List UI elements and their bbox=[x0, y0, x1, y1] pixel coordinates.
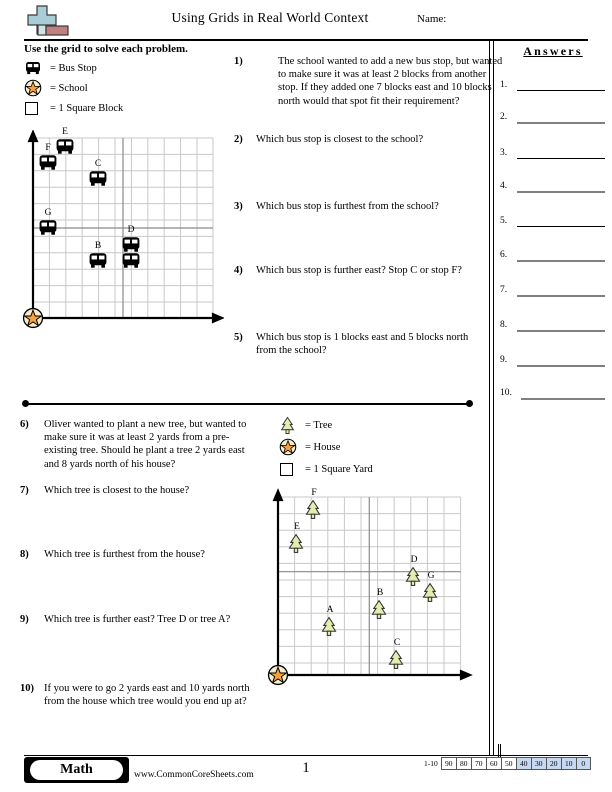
header bbox=[0, 0, 612, 40]
legend-label: = House bbox=[305, 441, 341, 453]
question-number: 7) bbox=[20, 485, 29, 496]
answer-number: 8. bbox=[500, 320, 508, 330]
legend-label: = Bus Stop bbox=[50, 62, 97, 74]
square-icon bbox=[279, 460, 301, 478]
legend-label: = 1 Square Block bbox=[50, 102, 124, 114]
scale-pointer-left bbox=[498, 744, 499, 757]
scale-cell: 10 bbox=[561, 757, 576, 770]
tree-marker-B bbox=[369, 588, 391, 621]
question-text: Which tree is further east? Tree D or tree A? bbox=[44, 614, 231, 625]
legend-item-square-block bbox=[24, 98, 123, 118]
legend-section1 bbox=[24, 58, 123, 118]
scale-cell: 80 bbox=[456, 757, 471, 770]
divider-dot-right bbox=[466, 400, 473, 407]
legend-item-tree bbox=[279, 414, 373, 436]
bus-icon bbox=[24, 59, 46, 77]
scale-cell: 40 bbox=[516, 757, 531, 770]
marker-label: F bbox=[45, 143, 51, 153]
question-number: 1) bbox=[234, 56, 243, 67]
answer-blank-line[interactable] bbox=[517, 158, 605, 159]
question-number: 10) bbox=[20, 683, 34, 694]
star-house-icon bbox=[279, 438, 301, 456]
marker-label: G bbox=[44, 208, 52, 218]
star-house-icon bbox=[24, 79, 46, 97]
marker-label: B bbox=[94, 241, 102, 251]
scale-cell: 70 bbox=[471, 757, 486, 770]
house-origin-marker bbox=[267, 664, 289, 686]
answer-row-7[interactable] bbox=[500, 285, 607, 297]
subject-label: Math bbox=[30, 760, 123, 780]
question-text: Which bus stop is closest to the school? bbox=[256, 134, 424, 145]
question-number: 6) bbox=[20, 419, 29, 430]
answer-number: 10. bbox=[500, 388, 512, 398]
question-text: Which bus stop is furthest from the school? bbox=[256, 201, 439, 212]
school-origin-marker bbox=[22, 307, 44, 329]
answer-blank-line[interactable] bbox=[517, 330, 605, 332]
section-divider bbox=[24, 403, 471, 405]
bus-stop-marker-G bbox=[37, 208, 59, 241]
bus-stop-marker-C bbox=[87, 159, 109, 192]
answer-row-10[interactable] bbox=[500, 388, 607, 400]
bus-stop-marker-D2 bbox=[120, 252, 142, 274]
question-3 bbox=[234, 200, 482, 213]
scale-cell: 0 bbox=[576, 757, 591, 770]
name-label: Name: bbox=[417, 13, 447, 25]
answer-number: 1. bbox=[500, 80, 508, 90]
score-scale bbox=[424, 757, 591, 770]
answer-blank-line[interactable] bbox=[517, 191, 605, 193]
tree-marker-G bbox=[420, 571, 442, 604]
answer-number: 9. bbox=[500, 355, 508, 365]
question-9 bbox=[20, 613, 260, 626]
legend-item-school bbox=[24, 78, 123, 98]
answer-blank-line[interactable] bbox=[517, 260, 605, 262]
legend-item-square-yard bbox=[279, 458, 373, 480]
question-number: 3) bbox=[234, 201, 243, 212]
answer-row-3[interactable] bbox=[500, 148, 607, 160]
legend-item-house bbox=[279, 436, 373, 458]
legend-item-bus-stop bbox=[24, 58, 123, 78]
marker-label: A bbox=[326, 605, 334, 615]
answers-heading: Answers bbox=[523, 44, 583, 58]
plus-eraser-logo-icon bbox=[24, 2, 84, 38]
answer-blank-line[interactable] bbox=[521, 398, 605, 400]
scale-cell: 20 bbox=[546, 757, 561, 770]
question-number: 4) bbox=[234, 265, 243, 276]
answer-row-8[interactable] bbox=[500, 320, 607, 332]
question-number: 9) bbox=[20, 614, 29, 625]
question-text: Which tree is furthest from the house? bbox=[44, 549, 205, 560]
divider-dot-left bbox=[22, 400, 29, 407]
answer-number: 3. bbox=[500, 148, 508, 158]
answer-number: 5. bbox=[500, 216, 508, 226]
answer-number: 2. bbox=[500, 112, 508, 122]
question-text: Oliver wanted to plant a new tree, but wanted to make sure it was at least 2 yards from a pre-existing tree. Should he plant a tree 2 yards east and 8 yards north of his house? bbox=[44, 419, 247, 470]
answers-divider-right bbox=[493, 40, 494, 755]
footer-divider bbox=[24, 755, 588, 756]
bus-stop-grid bbox=[24, 127, 224, 330]
bus-stop-marker-F bbox=[37, 143, 59, 176]
tree-grid bbox=[268, 485, 478, 690]
tree-marker-F bbox=[303, 488, 325, 521]
answer-row-1[interactable] bbox=[500, 80, 607, 92]
legend-section2 bbox=[279, 414, 373, 480]
legend-label: = Tree bbox=[305, 419, 333, 431]
page-title: Using Grids in Real World Context bbox=[171, 10, 369, 25]
question-2 bbox=[234, 133, 482, 146]
answer-blank-line[interactable] bbox=[517, 365, 605, 367]
marker-label: C bbox=[94, 159, 102, 169]
question-number: 5) bbox=[234, 332, 243, 343]
scale-cell: 90 bbox=[441, 757, 456, 770]
marker-label: C bbox=[393, 638, 401, 648]
answer-blank-line[interactable] bbox=[517, 122, 605, 124]
answer-row-4[interactable] bbox=[500, 181, 607, 193]
answer-row-9[interactable] bbox=[500, 355, 607, 367]
bus-stop-marker-B bbox=[87, 241, 109, 274]
marker-label: B bbox=[376, 588, 384, 598]
tree-marker-C bbox=[386, 638, 408, 671]
question-1 bbox=[234, 55, 503, 108]
scale-range-label: 1-10 bbox=[424, 759, 438, 768]
question-text: Which tree is closest to the house? bbox=[44, 485, 190, 496]
question-8 bbox=[20, 548, 260, 561]
legend-label: = School bbox=[50, 82, 88, 94]
scale-cell: 30 bbox=[531, 757, 546, 770]
marker-label: G bbox=[427, 571, 435, 581]
question-6 bbox=[20, 418, 260, 471]
question-4 bbox=[234, 264, 482, 277]
tree-icon bbox=[279, 416, 301, 434]
marker-label: F bbox=[311, 488, 317, 498]
answer-number: 4. bbox=[500, 181, 508, 191]
question-10 bbox=[20, 682, 260, 708]
square-icon bbox=[24, 99, 46, 117]
question-text: If you were to go 2 yards east and 10 yards north from the house which tree would you end up at? bbox=[44, 683, 250, 708]
header-divider bbox=[24, 39, 588, 41]
scale-cell: 60 bbox=[486, 757, 501, 770]
answer-row-2[interactable] bbox=[500, 112, 607, 124]
marker-label: D bbox=[127, 225, 135, 235]
question-number: 2) bbox=[234, 134, 243, 145]
answer-number: 6. bbox=[500, 250, 508, 260]
answer-blank-line[interactable] bbox=[517, 295, 605, 297]
marker-label: D bbox=[410, 555, 418, 565]
answer-row-6[interactable] bbox=[500, 250, 607, 262]
tree-marker-A bbox=[319, 605, 341, 638]
legend-label: = 1 Square Yard bbox=[305, 463, 373, 475]
question-text: Which bus stop is further east? Stop C or stop F? bbox=[256, 265, 462, 276]
answer-blank-line[interactable] bbox=[517, 226, 605, 227]
answers-divider-left bbox=[489, 40, 490, 755]
site-url: www.CommonCoreSheets.com bbox=[134, 770, 254, 780]
page-number: 1 bbox=[302, 760, 310, 776]
answer-row-5[interactable] bbox=[500, 216, 607, 228]
scale-cell: 50 bbox=[501, 757, 516, 770]
answer-blank-line[interactable] bbox=[517, 90, 605, 91]
question-5 bbox=[234, 331, 482, 357]
instructions-text: Use the grid to solve each problem. bbox=[24, 43, 188, 55]
marker-label: E bbox=[62, 127, 68, 137]
marker-label: E bbox=[294, 522, 300, 532]
question-text: Which bus stop is 1 blocks east and 5 blocks north from the school? bbox=[256, 332, 469, 357]
question-7 bbox=[20, 484, 260, 497]
question-text: The school wanted to add a new bus stop, but wanted to make sure it was at least 2 blocks from another stop. If they added one 7 blocks east and 10 blocks north would that spot fit their requirement? bbox=[278, 56, 503, 107]
question-number: 8) bbox=[20, 549, 29, 560]
scale-pointer-right bbox=[500, 744, 501, 757]
answer-number: 7. bbox=[500, 285, 508, 295]
tree-marker-E bbox=[286, 522, 308, 555]
